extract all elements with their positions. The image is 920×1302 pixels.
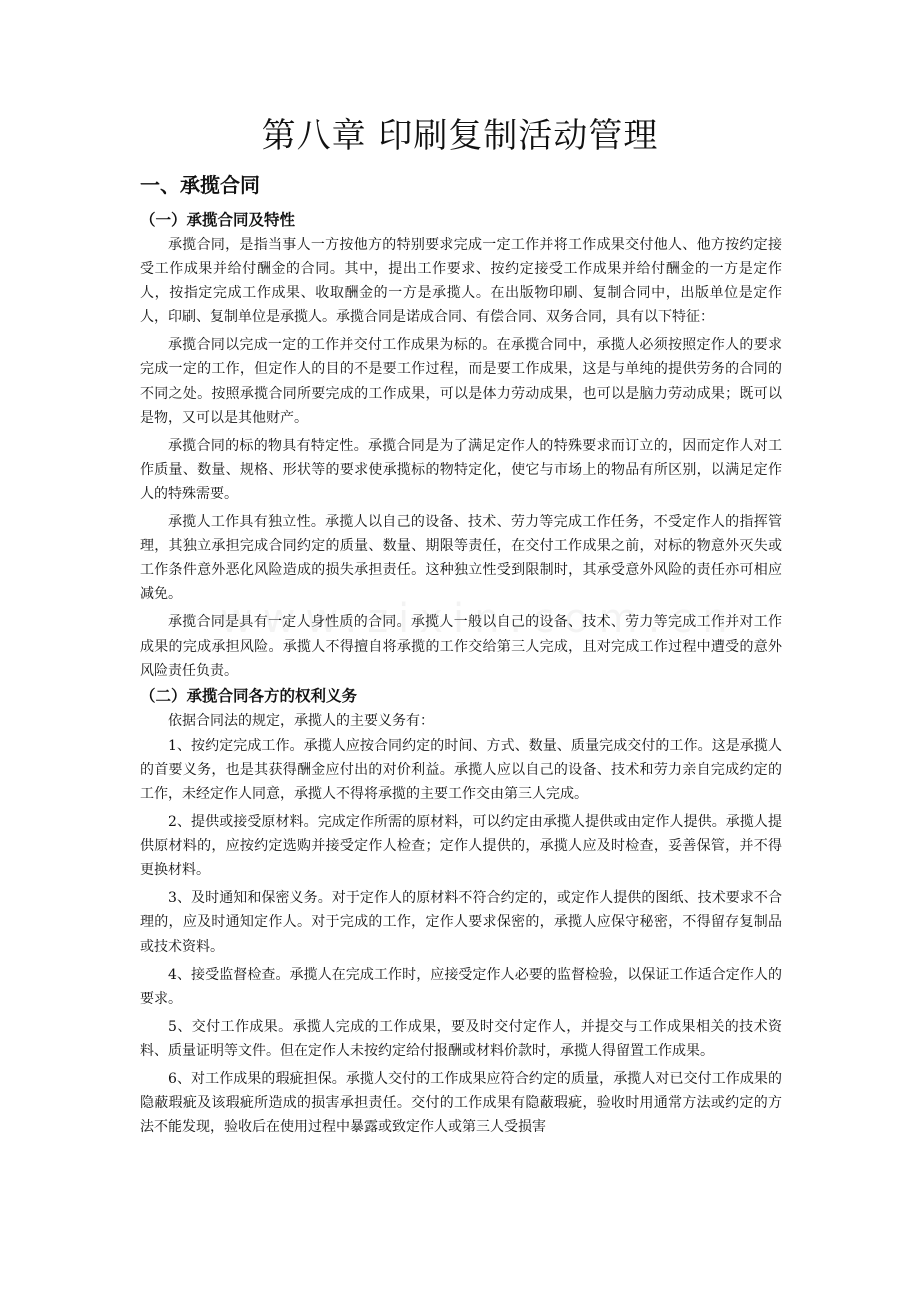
list-item-paragraph: 1、按约定完成工作。承揽人应按合同约定的时间、方式、数量、质量完成交付的工作。这是承揽人的首要义务，也是其获得酬金应付出的对价利益。承揽人应以自己的设备、技术和劳力亲自完成约定的工作，未经定作人同意，承揽人不得将承揽的主要工作交由第三人完成。 bbox=[140, 737, 782, 802]
chapter-title: 第八章 印刷复制活动管理 bbox=[261, 116, 659, 156]
subsection-heading-1: （一）承揽合同及特性 bbox=[140, 211, 296, 229]
paragraph: 承揽合同以完成一定的工作并交付工作成果为标的。在承揽合同中，承揽人必须按照定作人的要求完成一定的工作，但定作人的目的不是要工作过程，而是要工作成果，这是与单纯的提供劳务的合同的不同之处。按照承揽合同所要完成的工作成果，可以是体力劳动成果，也可以是脑力劳动成果；既可以是物，又可以是其他财产。 bbox=[140, 337, 782, 426]
paragraph: 承揽合同的标的物具有特定性。承揽合同是为了满足定作人的特殊要求而订立的，因而定作人对工作质量、数量、规格、形状等的要求使承揽标的物特定化，使它与市场上的物品有所区别，以满足定作人的特殊需要。 bbox=[140, 437, 782, 502]
document-body bbox=[140, 170, 782, 1143]
paragraph: 承揽人工作具有独立性。承揽人以自己的设备、技术、劳力等完成工作任务，不受定作人的指挥管理，其独立承担完成合同约定的质量、数量、期限等责任，在交付工作成果之前，对标的物意外灭失或工作条件意外恶化风险造成的损失承担责任。这种独立性受到限制时，其承受意外风险的责任亦可相应减免。 bbox=[140, 514, 782, 603]
paragraph: 承揽合同是具有一定人身性质的合同。承揽人一般以自己的设备、技术、劳力等完成工作并对工作成果的完成承担风险。承揽人不得擅自将承揽的工作交给第三人完成，且对完成工作过程中遭受的意外风险责任负责。 bbox=[140, 614, 782, 679]
list-item-paragraph: 6、对工作成果的瑕疵担保。承揽人交付的工作成果应符合约定的质量，承揽人对已交付工作成果的隐蔽瑕疵及该瑕疵所造成的损害承担责任。交付的工作成果有隐蔽瑕疵，验收时用通常方法或约定的方法不能发现，验收后在使用过程中暴露或致定作人或第三人受损害 bbox=[140, 1071, 782, 1136]
paragraph: 依据合同法的规定，承揽人的主要义务有： bbox=[168, 712, 434, 729]
list-item-paragraph: 3、及时通知和保密义务。对于定作人的原材料不符合约定的，或定作人提供的图纸、技术要求不合理的，应及时通知定作人。对于完成的工作，定作人要求保密的，承揽人应保守秘密，不得留存复制品或技术资料。 bbox=[140, 890, 782, 955]
section-heading: 一、承揽合同 bbox=[140, 173, 260, 197]
list-item-paragraph: 4、接受监督检查。承揽人在完成工作时，应接受定作人必要的监督检验，以保证工作适合定作人的要求。 bbox=[140, 966, 782, 1007]
subsection-heading-2: （二）承揽合同各方的权利义务 bbox=[140, 686, 358, 705]
list-item-paragraph: 5、交付工作成果。承揽人完成的工作成果，要及时交付定作人，并提交与工作成果相关的技术资料、质量证明等文件。但在定作人未按约定给付报酬或材料价款时，承揽人得留置工作成果。 bbox=[140, 1018, 782, 1059]
list-item-paragraph: 2、提供或接受原材料。完成定作所需的原材料，可以约定由承揽人提供或由定作人提供。承揽人提供原材料的，应按约定选购并接受定作人检查；定作人提供的，承揽人应及时检查，妥善保管，并不得更换材料。 bbox=[140, 814, 782, 879]
paragraph: 承揽合同，是指当事人一方按他方的特别要求完成一定工作并将工作成果交付他人、他方按约定接受工作成果并给付酬金的合同。其中，提出工作要求、按约定接受工作成果并给付酬金的一方是定作人，按指定完成工作成果、收取酬金的一方是承揽人。在出版物印刷、复制合同中，出版单位是定作人，印刷、复制单位是承揽人。承揽合同是诺成合同、有偿合同、双务合同，具有以下特征： bbox=[140, 237, 782, 326]
